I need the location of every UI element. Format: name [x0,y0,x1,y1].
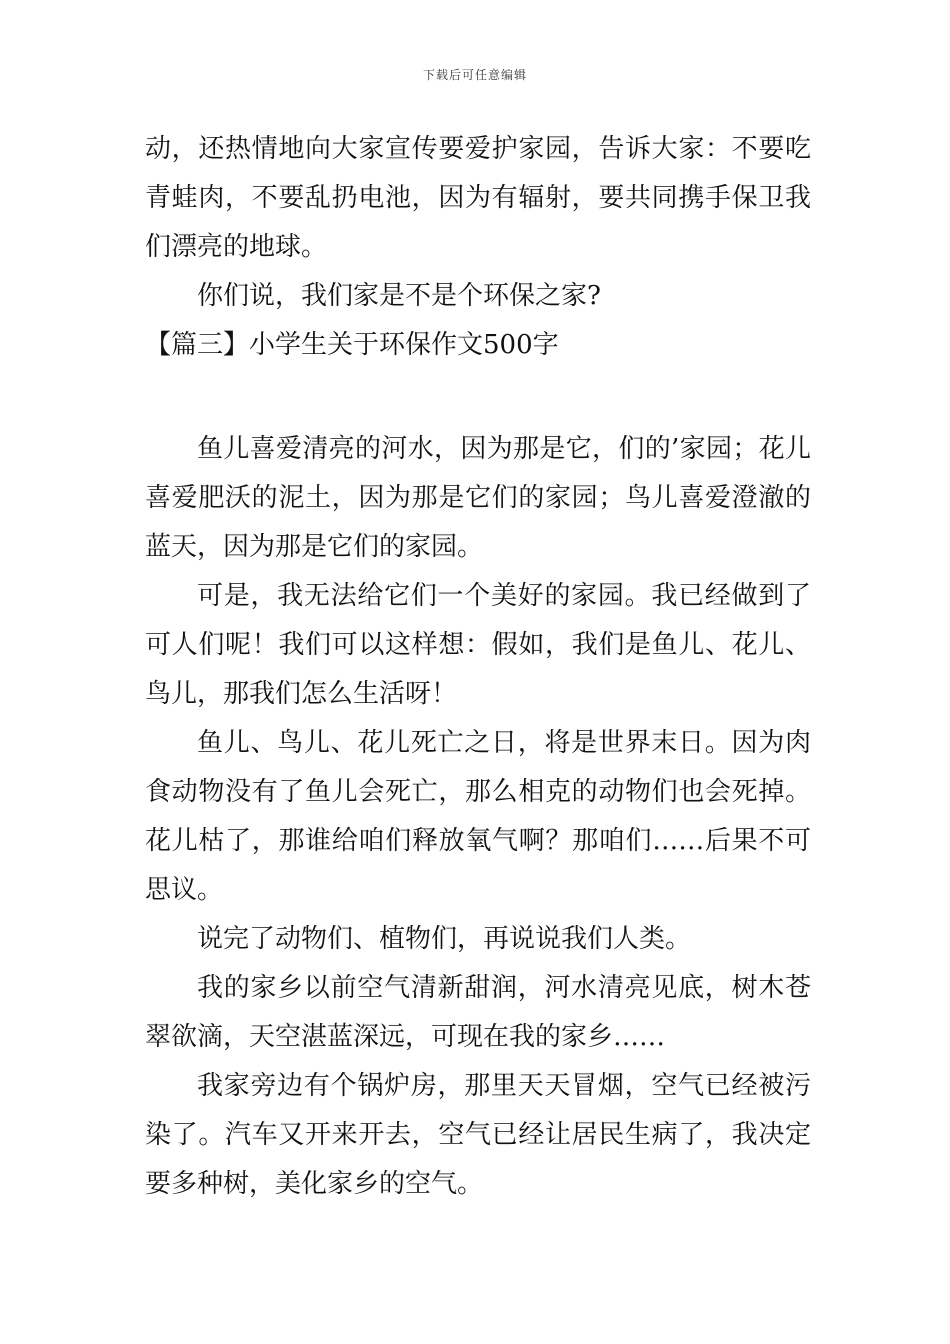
paragraph-question: 你们说，我们家是不是个环保之家? [197,281,601,311]
body-text-top [145,125,811,370]
essay-paragraph-3: 鱼儿、鸟儿、花儿死亡之日，将是世界末日。因为肉食动物没有了鱼儿会死亡，那么相克的动物们也会死掉。花儿枯了，那谁给咱们释放氧气啊？那咱们……后果不可思议。 [145,728,811,905]
essay-paragraph-1: 鱼儿喜爱清亮的河水，因为那是它，们的’家园；花儿喜爱肥沃的泥土，因为那是它们的家园；鸟儿喜爱澄澈的蓝天，因为那是它们的家园。 [145,434,811,562]
essay-paragraph-2: 可是，我无法给它们一个美好的家园。我已经做到了可人们呢！我们可以这样想：假如，我们是鱼儿、花儿、鸟儿，那我们怎么生活呀！ [145,581,811,709]
essay-paragraph-4: 说完了动物们、植物们，再说说我们人类。 [197,924,692,954]
paragraph-continued: 动，还热情地向大家宣传要爱护家园，告诉大家：不要吃青蛙肉，不要乱扔电池，因为有辐射，要共同携手保卫我们漂亮的地球。 [145,134,811,262]
essay-paragraph-6: 我家旁边有个锅炉房，那里天天冒烟，空气已经被污染了。汽车又开来开去，空气已经让居民生病了，我决定要多种树，美化家乡的空气。 [145,1071,811,1199]
body-text-essay [145,425,811,1209]
header-note: 下载后可任意编辑 [422,68,527,82]
section-title: 【篇三】小学生关于环保作文500字 [145,330,559,360]
essay-paragraph-5: 我的家乡以前空气清新甜润，河水清亮见底，树木苍翠欲滴，天空湛蓝深远，可现在我的家乡…… [145,973,811,1052]
